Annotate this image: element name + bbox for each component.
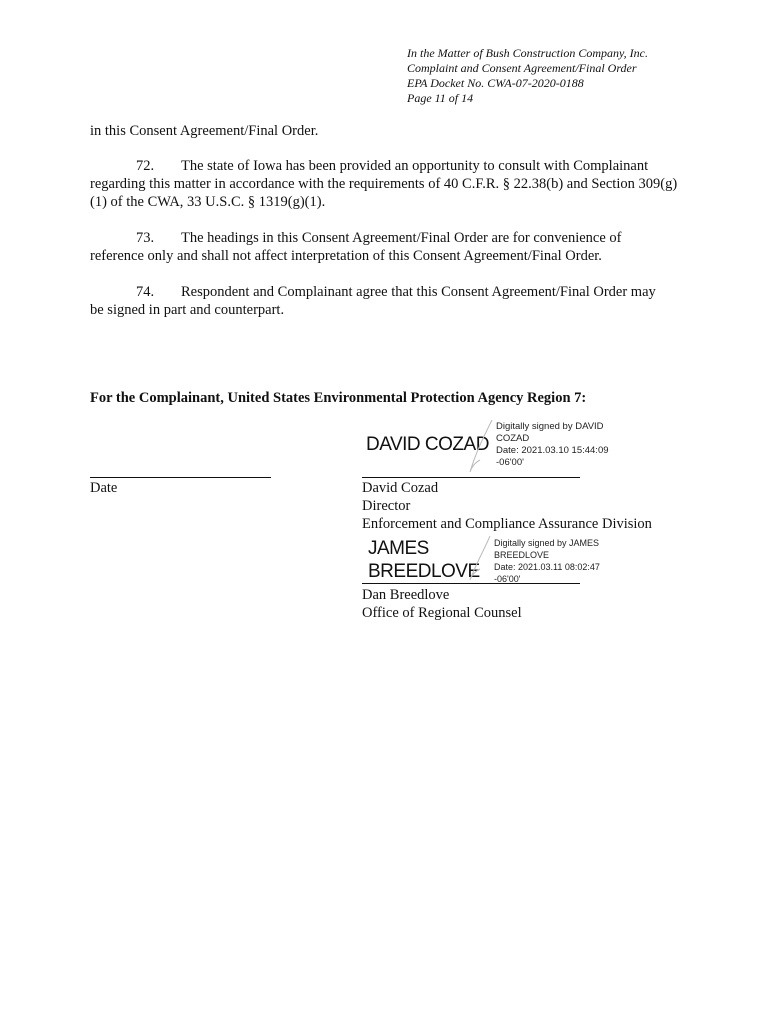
paragraph-text-continued: reference only and shall not affect interpretation of this Consent Agreement/Final Order. <box>90 248 602 264</box>
digital-signature-note-breedlove: Digitally signed by JAMES BREEDLOVE Date: 2021.03.11 08:02:47 -06'00' <box>494 538 600 584</box>
signature-line-cozad <box>362 477 580 478</box>
document-type: Complaint and Consent Agreement/Final Order <box>407 61 637 75</box>
signer-title-cozad: Director <box>362 498 411 514</box>
docket-number: EPA Docket No. CWA-07-2020-0188 <box>407 76 584 90</box>
paragraph-number: 73. <box>136 230 155 246</box>
signer-name-cozad: David Cozad <box>362 480 439 496</box>
paragraph-73 <box>90 229 690 265</box>
document-header <box>407 46 747 106</box>
date-label: Date <box>90 480 118 496</box>
signature-breedlove-line2: BREEDLOVE <box>368 561 480 582</box>
digital-signature-note-cozad: Digitally signed by DAVID COZAD Date: 2021.03.10 15:44:09 -06'00' <box>496 421 609 468</box>
paragraph-number: 74. <box>136 284 155 300</box>
paragraph-74 <box>90 283 690 319</box>
signature-section-heading: For the Complainant, United States Environmental Protection Agency Region 7: <box>90 390 587 406</box>
case-title: In the Matter of Bush Construction Company, Inc. <box>407 46 648 60</box>
paragraph-text: Respondent and Complainant agree that this Consent Agreement/Final Order may <box>181 284 656 300</box>
signature-cozad: DAVID COZAD <box>366 434 489 455</box>
paragraph-text-continued: be signed in part and counterpart. <box>90 302 285 318</box>
signer-division-cozad: Enforcement and Compliance Assurance Division <box>362 516 652 532</box>
signer-office-breedlove: Office of Regional Counsel <box>362 605 522 621</box>
carry-over-text: in this Consent Agreement/Final Order. <box>90 123 319 139</box>
signature-breedlove-line1: JAMES <box>368 538 429 559</box>
paragraph-72 <box>90 157 690 211</box>
paragraph-text-continued: regarding this matter in accordance with the requirements of 40 C.F.R. § 22.38(b) and Section 309(g)(1) of the CWA, 33 U.S.C. § 1319(g)(1). <box>90 176 678 210</box>
paragraph-text: The headings in this Consent Agreement/Final Order are for convenience of <box>181 230 622 246</box>
paragraph-text: The state of Iowa has been provided an opportunity to consult with Complainant <box>181 158 649 174</box>
paragraph-number: 72. <box>136 158 155 174</box>
page-number: Page 11 of 14 <box>407 91 474 105</box>
date-line <box>90 477 271 478</box>
signer-name-breedlove: Dan Breedlove <box>362 587 450 603</box>
signature-line-breedlove <box>362 583 580 584</box>
